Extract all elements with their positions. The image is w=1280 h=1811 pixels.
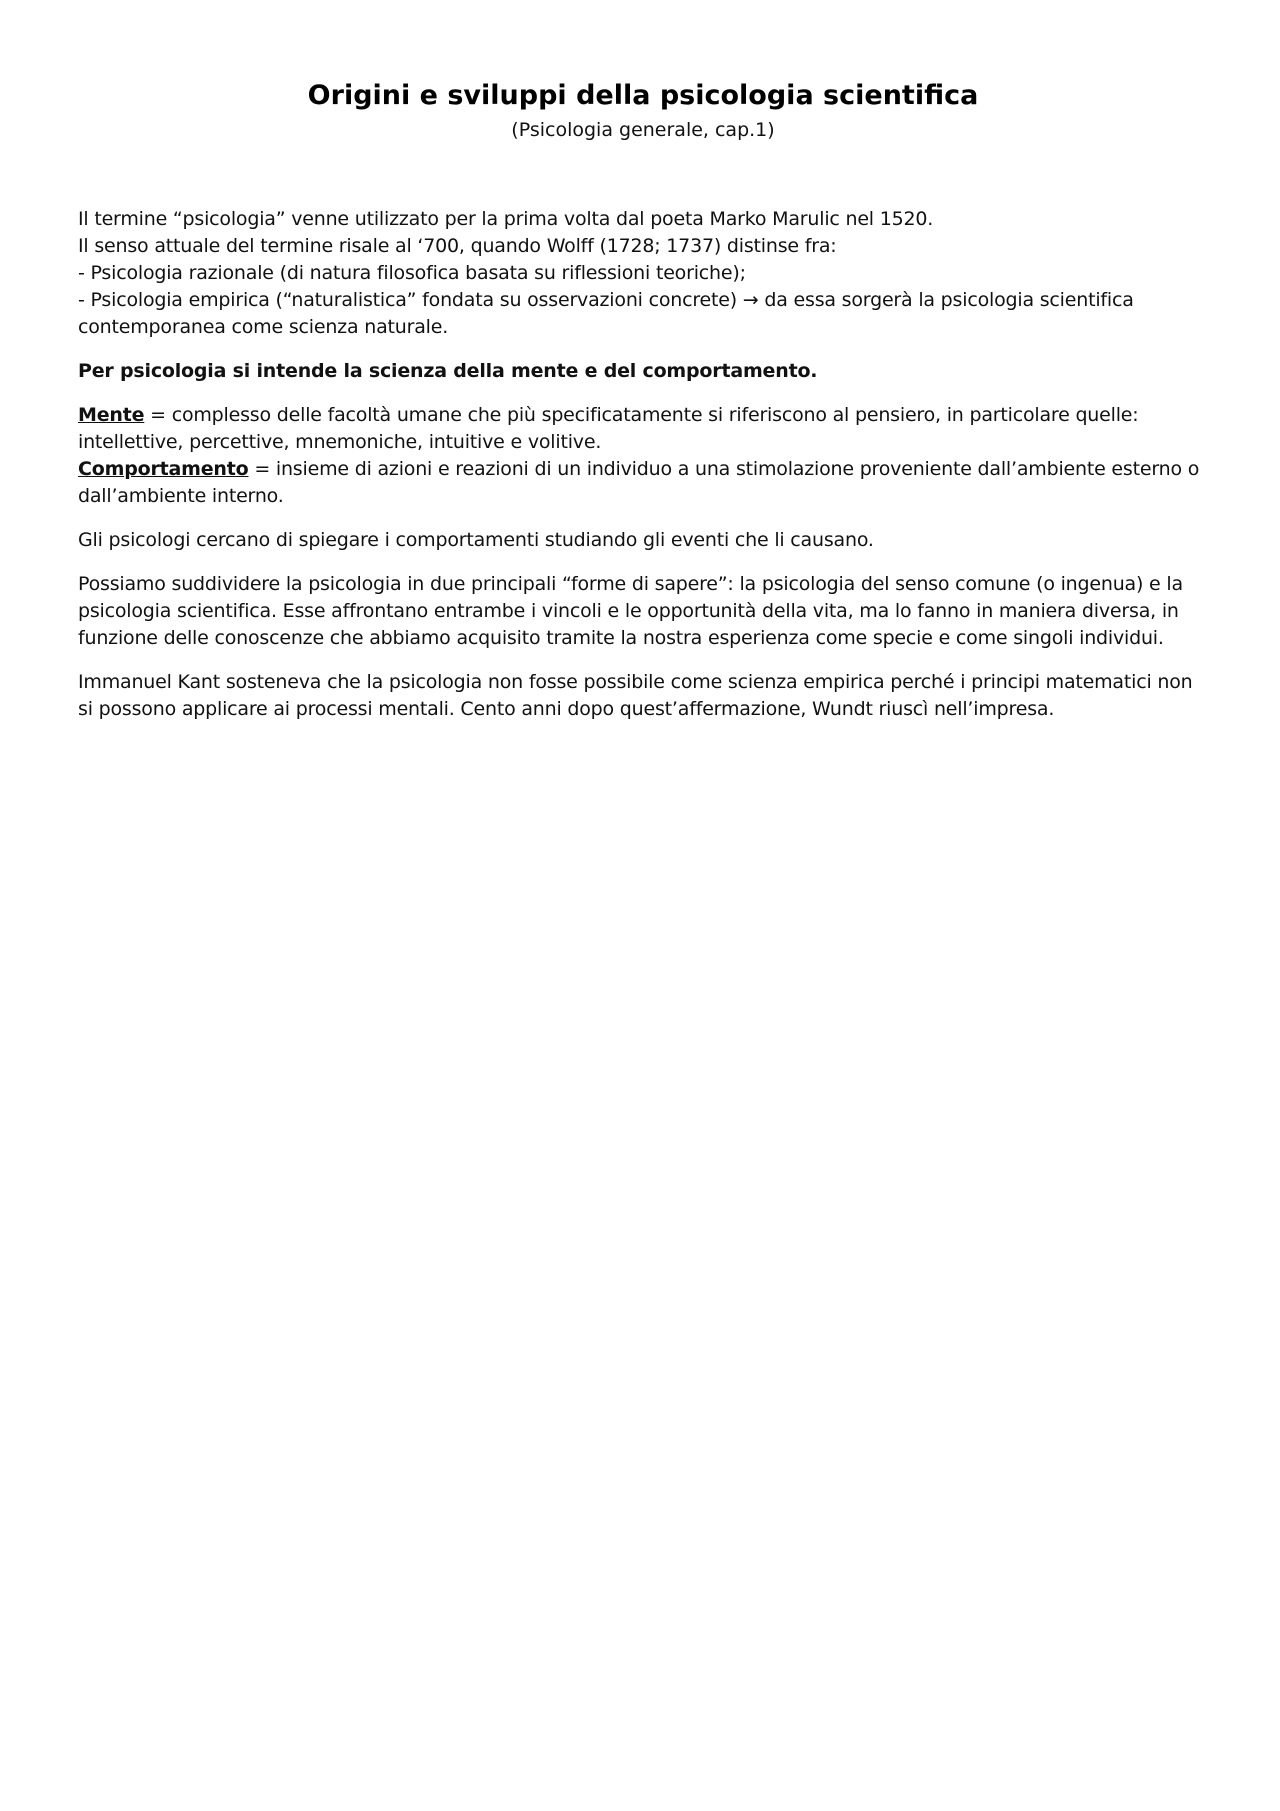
mente-text: = complesso delle facoltà umane che più specificatamente si riferiscono al pensiero, in particolare quelle: intellettive, percettive, mnemoniche, intuitive e volitive. bbox=[78, 404, 1139, 453]
comportamento-text: = insieme di azioni e reazioni di un individuo a una stimolazione proveniente dall’ambiente esterno o dall’ambiente interno. bbox=[78, 458, 1200, 507]
comportamento-definition bbox=[78, 456, 1208, 510]
document-body bbox=[78, 206, 1208, 723]
intro-line-1: Il termine “psicologia” venne utilizzato per la prima volta dal poeta Marko Marulic nel 1520. bbox=[78, 208, 934, 230]
mente-definition bbox=[78, 402, 1208, 456]
definition-paragraph: Per psicologia si intende la scienza della mente e del comportamento. bbox=[78, 360, 818, 382]
terms-paragraph bbox=[78, 402, 1208, 510]
kant-paragraph: Immanuel Kant sosteneva che la psicologia non fosse possibile come scienza empirica perché i principi matematici non si possono applicare ai processi mentali. Cento anni dopo quest’affermazione, Wundt riuscì nell’impresa. bbox=[78, 671, 1193, 720]
intro-line-3: - Psicologia razionale (di natura filosofica basata su riflessioni teoriche); bbox=[78, 262, 746, 284]
mente-term: Mente bbox=[78, 404, 145, 426]
intro-line-2: Il senso attuale del termine risale al ‘700, quando Wolff (1728; 1737) distinse fra: bbox=[78, 235, 837, 257]
psychologists-paragraph: Gli psicologi cercano di spiegare i comportamenti studiando gli eventi che li causano. bbox=[78, 529, 874, 551]
knowledge-paragraph: Possiamo suddividere la psicologia in due principali “forme di sapere”: la psicologia del senso comune (o ingenua) e la psicologia scientifica. Esse affrontano entrambe i vincoli e le opportunità della vita, ma lo fanno in maniera diversa, in funzione delle conoscenze che abbiamo acquisito tramite la nostra esperienza come specie e come singoli individui. bbox=[78, 573, 1183, 649]
page-title: Origini e sviluppi della psicologia scientifica bbox=[307, 80, 979, 111]
document-page bbox=[78, 76, 1208, 740]
intro-paragraph bbox=[78, 206, 1208, 341]
intro-line-4: - Psicologia empirica (“naturalistica” fondata su osservazioni concrete) → da essa sorgerà la psicologia scientifica contemporanea come scienza naturale. bbox=[78, 289, 1134, 338]
page-subtitle: (Psicologia generale, cap.1) bbox=[511, 119, 775, 141]
comportamento-term: Comportamento bbox=[78, 458, 249, 480]
